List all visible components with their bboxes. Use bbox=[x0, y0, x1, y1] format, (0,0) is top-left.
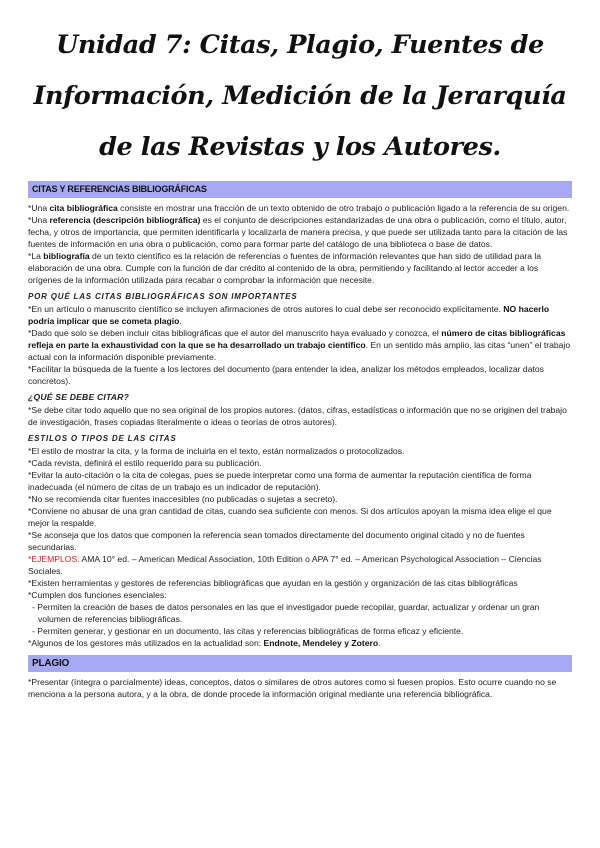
section-header-plagio: PLAGIO bbox=[28, 655, 572, 672]
paragraph-gestores: *Algunos de los gestores más utilizados en la actualidad son: Endnote, Mendeley y Zotero. bbox=[28, 638, 381, 648]
estilos-line-5: *Conviene no abusar de una gran cantidad de citas, cuando sea suficiente con menos. Si dos artículos apoyan la misma idea elige el que mejor la respalde. bbox=[28, 506, 552, 528]
paragraph-bibliografia: *La bibliografía de un texto científico es la relación de referencias o fuentes de información relevantes que han sido de utilidad para la elaboración de una obra. Cumple con la función de dar crédito al contenido de la obra, permitiendo y facilitando al lector acceder a los orígenes de la información utilizada para recabar o comprobar la información que necesite. bbox=[28, 251, 542, 285]
funcion-1: - Permiten la creación de bases de datos personales en las que el investigador puede recopilar, guardar, actualizar y ordenar un gran volumen de referencias bibliográficas. bbox=[32, 602, 540, 624]
estilos-line-4: *No se recomienda citar fuentes inaccesibles (no publicadas o sujetas a secreto). bbox=[28, 494, 338, 504]
page-title: Unidad 7: Citas, Plagio, Fuentes de Información, Medición de la Jerarquía de las Revistas y los Autores. bbox=[33, 30, 567, 162]
estilos-line-6: *Se aconseja que los datos que componen la referencia sean tomados directamente del documento original citado y no de fuentes secundarias. bbox=[28, 530, 525, 552]
subheading-que-citar: ¿QUÉ SE DEBE CITAR? bbox=[28, 392, 130, 402]
paragraph-porque-2: *Dado que solo se deben incluir citas bibliográficas que el autor del manuscrito haya evaluado y conozca, el número de citas bibliográficas refleja en parte la exhaustividad con la que se ha desarrollado un trabajo científico. En un sentido más amplio, las citas “unen” el trabajo actual con la información disponible previamente. bbox=[28, 328, 571, 362]
paragraph-plagio: *Presentar (íntegra o parcialmente) ideas, conceptos, datos o similares de otros autores como si fuesen propios. Esto ocurre cuando no se menciona a la persona autora, y a la obra, de donde procede la información original mediante una referencia bibliográfica. bbox=[28, 677, 557, 699]
section-header-citas: CITAS Y REFERENCIAS BIBLIOGRÁFICAS bbox=[28, 181, 572, 198]
paragraph-funciones: *Cumplen dos funciones esenciales: bbox=[28, 590, 167, 600]
estilos-line-3: *Evitar la auto-citación o la cita de colegas, pues se puede interpretar como una forma de aumentar la reputación científica de forma inadecuada (el número de citas de un trabajo es un indicador de reputación). bbox=[28, 470, 532, 492]
section-citas bbox=[28, 202, 572, 286]
paragraph-porque-1: *En un artículo o manuscrito científico se incluyen afirmaciones de otros autores lo cual debe ser reconocido explícitamente. NO hacerlo podría implicar que se cometa plagio. bbox=[28, 304, 550, 326]
paragraph-que-citar: *Se debe citar todo aquello que no sea original de los propios autores. (datos, cifras, estadísticas o información que no se originen del trabajo de investigación, frases copiadas literalmente o ideas o teorías de otros autores). bbox=[28, 405, 567, 427]
paragraph-porque-3: *Facilitar la búsqueda de la fuente a los lectores del documento (para entender la idea, analizar los métodos empleados, localizar datos concretos). bbox=[28, 364, 544, 386]
paragraph-herramientas: *Existen herramientas y gestores de referencias bibliográficas que ayudan en la gestión y organización de las citas bibliográficas bbox=[28, 578, 518, 588]
paragraph-ejemplos: *EJEMPLOS: AMA 10° ed. – American Medical Association, 10th Edition o APA 7° ed. – American Psychological Association – Ciencias Sociales. bbox=[28, 554, 542, 576]
ejemplos-label: *EJEMPLOS: bbox=[28, 554, 80, 564]
paragraph-cita-bibliografica: *Una cita bibliográfica consiste en mostrar una fracción de un texto obtenido de otro trabajo o publicación ligado a la referencia de su origen. bbox=[28, 203, 570, 213]
subheading-porque: POR QUÉ LAS CITAS BIBLIOGRÁFICAS SON IMPORTANTES bbox=[28, 292, 298, 301]
subheading-estilos: ESTILOS O TIPOS DE LAS CITAS bbox=[28, 434, 177, 443]
estilos-line-2: *Cada revista, definirá el estilo requerido para su publicación. bbox=[28, 458, 262, 468]
paragraph-referencia: *Una referencia (descripción bibliográfica) es el conjunto de descripciones estandarizadas de una obra o publicación, como el título, autor, fecha, y otros de importancia, que permiten identificarla y localizarla de manera precisa, y que puede ser utilizada tanto para la citación de las fuentes de información en una obra o publicación, como para formar parte del catálogo de una biblioteca o base de datos. bbox=[28, 215, 568, 249]
estilos-line-1: *El estilo de mostrar la cita, y la forma de incluirla en el texto, están normalizados o protocolizados. bbox=[28, 446, 405, 456]
funcion-2: - Permiten generar, y gestionar en un documento, las citas y referencias bibliográficas de forma eficaz y eficiente. bbox=[32, 626, 464, 636]
